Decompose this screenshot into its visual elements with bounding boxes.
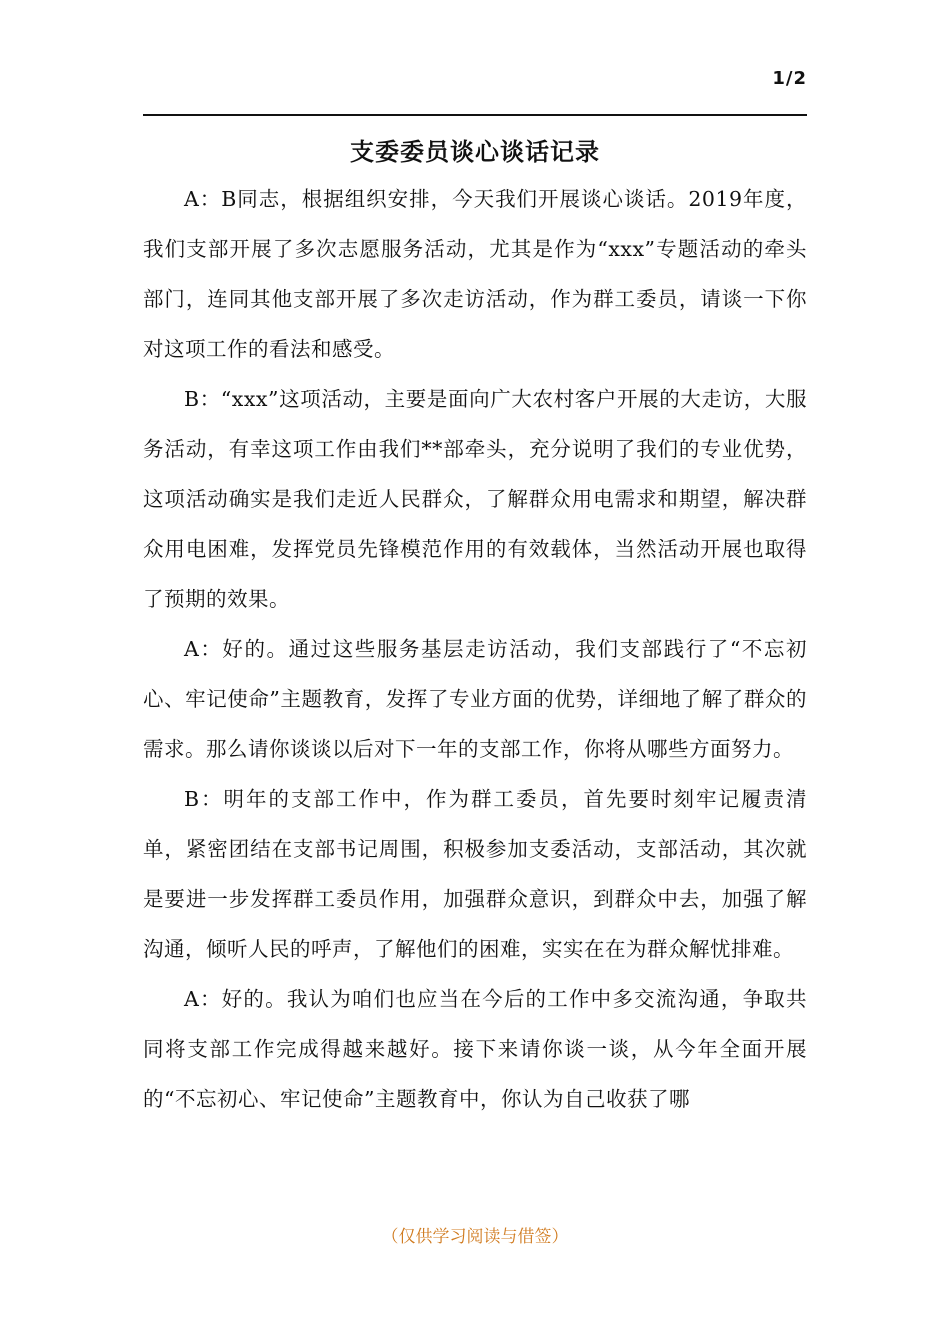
paragraph-3: A：好的。通过这些服务基层走访活动，我们支部践行了“不忘初心、牢记使命”主题教育，发挥了专业方面的优势，详细地了解了群众的需求。那么请你谈谈以后对下一年的支部工作，你将从哪些方面努力。 [143,637,807,761]
footer-note: （仅供学习阅读与借签） [381,1227,569,1247]
paragraph-5: A：好的。我认为咱们也应当在今后的工作中多交流沟通，争取共同将支部工作完成得越来越好。接下来请你谈一谈，从今年全面开展的“不忘初心、牢记使命”主题教育中，你认为自己收获了哪 [143,987,807,1111]
paragraph-4: B：明年的支部工作中，作为群工委员，首先要时刻牢记履责清单，紧密团结在支部书记周围，积极参加支委活动，支部活动，其次就是要进一步发挥群工委员作用，加强群众意识，到群众中去，加强了解沟通，倾听人民的呼声，了解他们的困难，实实在在为群众解忧排难。 [143,787,807,961]
document-title: 支委委员谈心谈话记录 [350,138,600,166]
paragraph-2: B：“xxx”这项活动，主要是面向广大农村客户开展的大走访，大服务活动，有幸这项工作由我们**部牵头，充分说明了我们的专业优势，这项活动确实是我们走近人民群众，了解群众用电需求和期望，解决群众用电困难，发挥党员先锋模范作用的有效载体，当然活动开展也取得了预期的效果。 [143,387,807,611]
document-body [143,174,807,1124]
page-number: 1/2 [772,68,807,89]
header-divider [143,114,807,116]
paragraph-1: A：B同志，根据组织安排，今天我们开展谈心谈话。2019年度，我们支部开展了多次志愿服务活动，尤其是作为“xxx”专题活动的牵头部门，连同其他支部开展了多次走访活动，作为群工委员，请谈一下你对这项工作的看法和感受。 [143,187,807,361]
